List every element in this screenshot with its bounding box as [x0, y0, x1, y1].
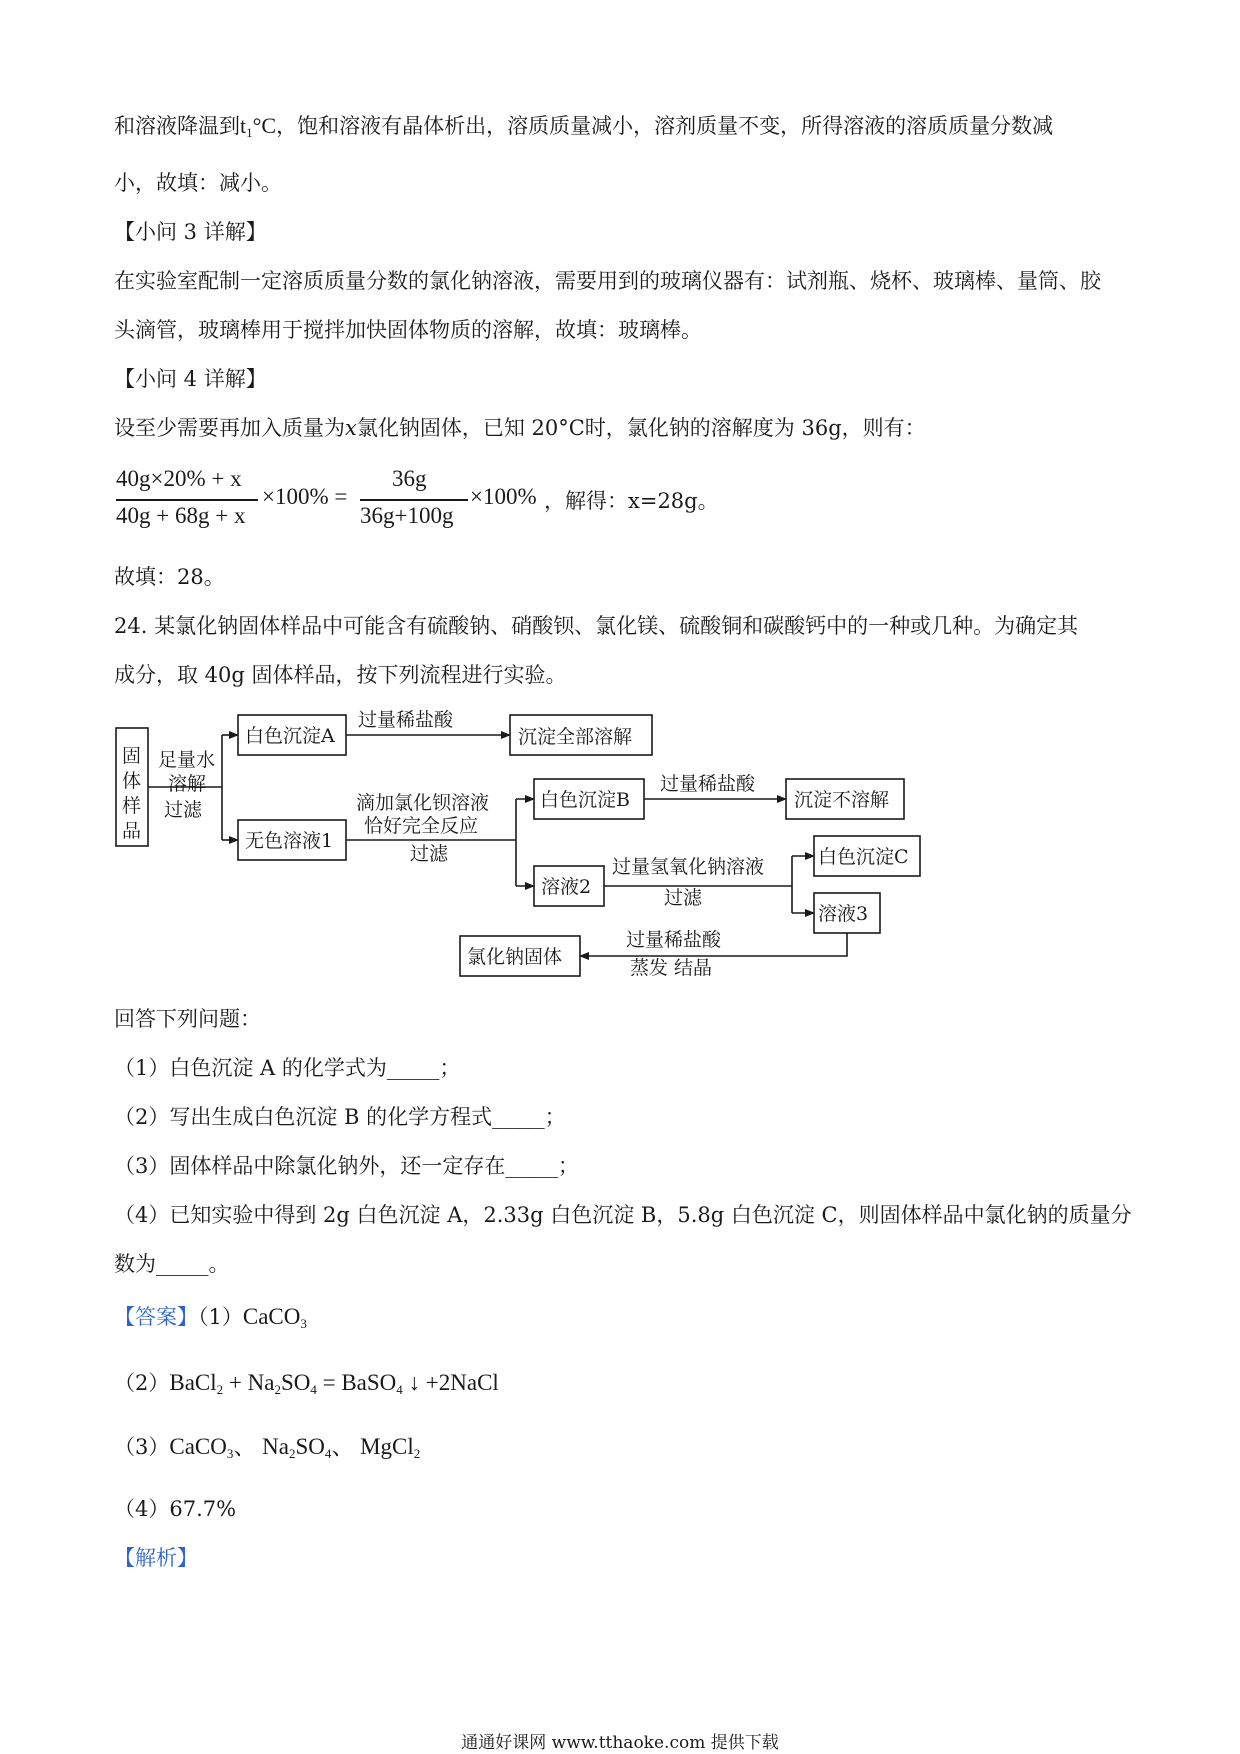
equation-multiplier: ×100% — [470, 484, 537, 509]
answer-line: 【答案】（1）CaCO$_3$ — [114, 1304, 307, 1331]
questions-intro: 回答下列问题： — [114, 1007, 261, 1031]
flow-label-evaporate: 蒸发 结晶 — [630, 957, 713, 979]
question-stem: 成分，取 40g 固体样品，按下列流程进行实验。 — [114, 663, 567, 687]
section-heading: 【小问 3 详解】 — [114, 220, 267, 244]
flow-solution-3: 溶液3 — [818, 903, 869, 925]
formula-a1: CaCO$_3$ — [242, 1304, 307, 1331]
flow-label-acid: 过量稀盐酸 — [660, 773, 756, 795]
question-item: （4）已知实验中得到 2g 白色沉淀 A，2.33g 白色沉淀 B，5.8g 白色沉淀 C，则固体样品中氯化钠的质量分 — [114, 1203, 1132, 1227]
text-line: 头滴管，玻璃棒用于搅拌加快固体物质的溶解，故填：玻璃棒。 — [114, 318, 702, 342]
flow-start-char: 固 — [122, 745, 142, 767]
answer-line: （4）67.7% — [114, 1497, 237, 1521]
section-heading: 【小问 4 详解】 — [114, 367, 267, 391]
flow-precip-b: 白色沉淀B — [540, 789, 630, 811]
text-line: 在实验室配制一定溶质质量分数的氯化钠溶液，需要用到的玻璃仪器有：试剂瓶、烧杯、玻璃棒、量筒、胶 — [114, 269, 1101, 293]
footer-watermark: 通通好课网 www.tthaoke.com 提供下载 — [461, 1733, 779, 1753]
flow-label-acid: 过量稀盐酸 — [626, 929, 722, 951]
fraction-denominator: 36g+100g — [360, 503, 454, 528]
flow-start-char: 样 — [122, 795, 142, 817]
formula-a3: CaCO$_3$、 $Na_2SO_4$、 MgCl$_2$ — [169, 1434, 421, 1461]
flow-label-acid: 过量稀盐酸 — [358, 709, 454, 731]
question-item: （1）白色沉淀 A 的化学式为_____； — [114, 1056, 461, 1080]
text-line: 小，故填：减小。 — [114, 171, 282, 195]
flow-label-filter: 过滤 — [164, 799, 203, 821]
flow-precip-c: 白色沉淀C — [818, 846, 909, 868]
answer-line: （2）BaCl$_2$ + $Na_2SO_4$ = BaSO$_4$ ↓ +2NaCl — [114, 1370, 499, 1397]
question-item: 数为_____。 — [114, 1252, 230, 1276]
analysis-label: 【解析】 — [114, 1546, 198, 1570]
flow-start-char: 体 — [122, 770, 142, 792]
flow-label-filter: 过滤 — [410, 843, 449, 865]
fraction-denominator: 40g + 68g + x — [116, 503, 246, 528]
flow-solution-2: 溶液2 — [541, 876, 592, 898]
flow-label-bacl2: 滴加氯化钡溶液 — [356, 792, 490, 814]
flow-label-naoh: 过量氢氧化钠溶液 — [612, 856, 765, 878]
flow-solution-1: 无色溶液1 — [245, 830, 334, 852]
question-item: （2）写出生成白色沉淀 B 的化学方程式_____； — [114, 1105, 566, 1129]
answer-line: （3）CaCO$_3$、 $Na_2SO_4$、 MgCl$_2$ — [114, 1434, 421, 1461]
flow-precip-a: 白色沉淀A — [245, 725, 335, 747]
flow-label-water: 足量水 — [158, 749, 216, 771]
flow-label-complete: 恰好完全反应 — [364, 815, 479, 837]
fraction-numerator: 40g×20% + x — [116, 466, 242, 491]
formula-a2: BaCl$_2$ + $Na_2SO_4$ = BaSO$_4$ ↓ +2NaCl — [169, 1370, 499, 1397]
flow-label-filter: 过滤 — [664, 887, 703, 909]
fraction-numerator: 36g — [392, 466, 427, 491]
answer-label: 【答案】 — [114, 1305, 198, 1329]
equation-result: ，解得：x=28g。 — [544, 489, 719, 513]
flow-start-char: 品 — [122, 820, 142, 842]
text-line: 故填：28。 — [114, 565, 225, 589]
question-item: （3）固体样品中除氯化钠外，还一定存在_____； — [114, 1154, 579, 1178]
text-line: 设至少需要再加入质量为x氯化钠固体，已知 20°C时，氯化钠的溶解度为 36g，则有： — [114, 416, 926, 440]
flow-not-dissolved: 沉淀不溶解 — [794, 789, 890, 811]
question-stem: 24. 某氯化钠固体样品中可能含有硫酸钠、硝酸钡、氯化镁、硫酸铜和碳酸钙中的一种或几种。为确定其 — [114, 614, 1079, 638]
flow-label-dissolve: 溶解 — [168, 773, 207, 795]
equation-multiplier: ×100% = — [262, 484, 348, 509]
text-line: 和溶液降温到$t_1^\circ C$，饱和溶液有晶体析出，溶质质量减小，溶剂质量不变，所得溶液的溶质质量分数减 — [114, 113, 1054, 140]
flow-all-dissolved: 沉淀全部溶解 — [518, 726, 633, 748]
flow-nacl-solid: 氯化钠固体 — [467, 946, 563, 968]
